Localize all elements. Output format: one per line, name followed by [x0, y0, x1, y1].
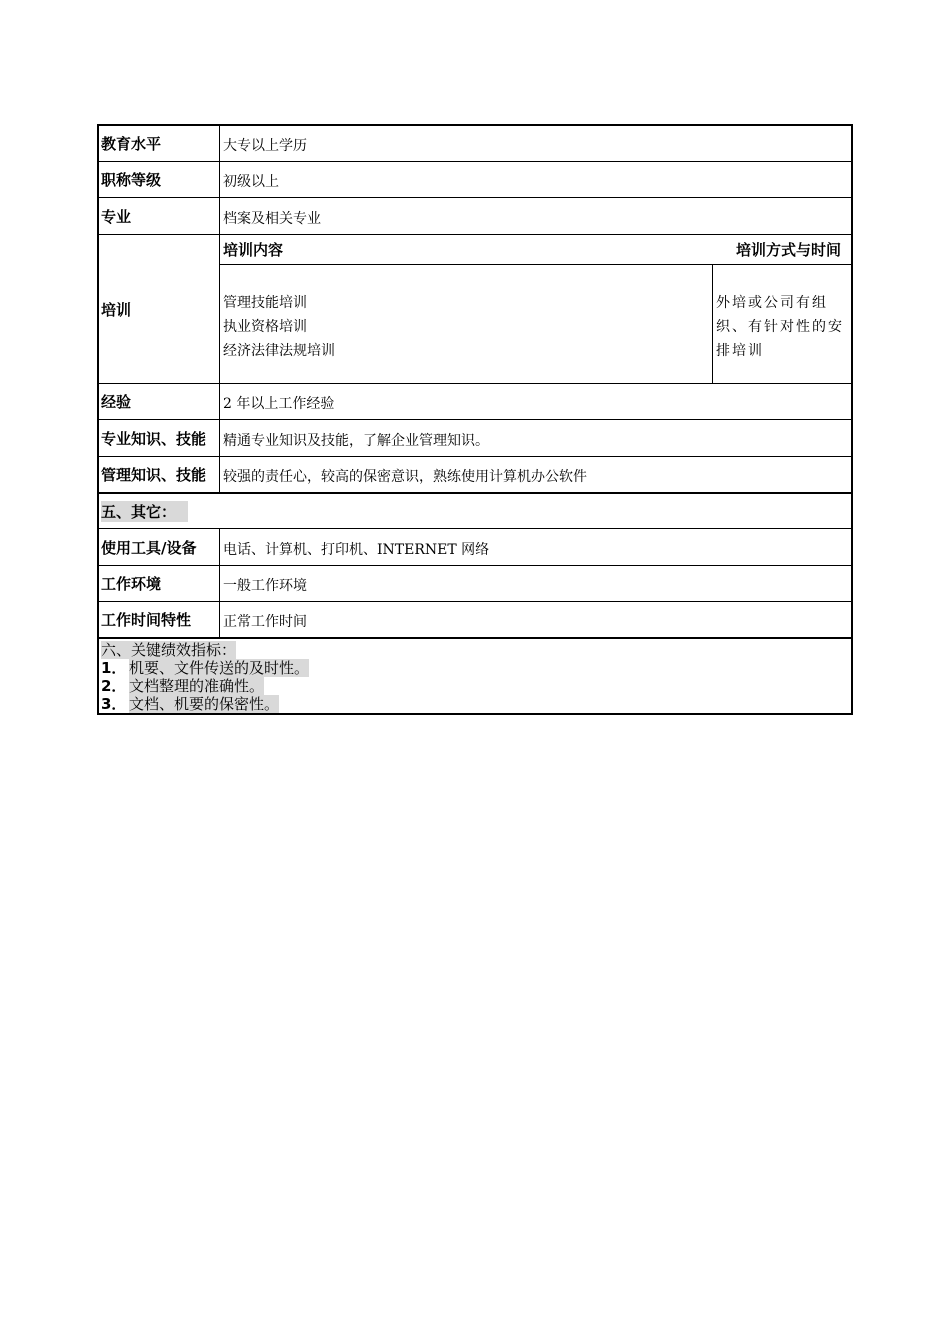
- training-method-line: 织、有针对性的安: [716, 319, 844, 335]
- row-tools: [99, 529, 851, 566]
- major-label: 专业: [99, 198, 220, 234]
- management-skills-label: 管理知识、技能: [99, 457, 220, 492]
- row-education: [99, 126, 851, 162]
- title-level-label: 职称等级: [99, 162, 220, 197]
- training-content: [220, 265, 712, 383]
- kpi-item-text: 文档、机要的保密性。: [129, 695, 280, 713]
- training-content-line: 经济法律法规培训: [223, 343, 335, 359]
- kpi-item: [101, 659, 851, 677]
- row-title-level: [99, 162, 851, 198]
- kpi-item-text: 文档整理的准确性。: [129, 677, 265, 695]
- work-time-value: 正常工作时间: [223, 614, 307, 630]
- job-description-table: [97, 124, 853, 715]
- row-major: [99, 198, 851, 235]
- training-body: [220, 265, 851, 383]
- professional-skills-label: 专业知识、技能: [99, 420, 220, 456]
- kpi-title: 六、关键绩效指标：: [101, 641, 237, 659]
- management-skills-value: 较强的责任心，较高的保密意识，熟练使用计算机办公软件: [223, 469, 587, 485]
- training-method-line: 外培或公司有组: [716, 295, 828, 311]
- experience-label: 经验: [99, 384, 220, 419]
- kpi-item-number: 2．: [101, 677, 127, 695]
- professional-skills-value: 精通专业知识及技能，了解企业管理知识。: [223, 433, 489, 449]
- row-training: [99, 235, 851, 384]
- section-five-title: [99, 494, 851, 529]
- training-label: 培训: [99, 235, 220, 383]
- kpi-item-number: 3．: [101, 695, 127, 713]
- tools-value: 电话、计算机、打印机、INTERNET 网络: [223, 542, 490, 558]
- kpi-item-number: 1．: [101, 659, 127, 677]
- training-grid: [220, 235, 851, 383]
- title-level-value: 初级以上: [223, 174, 279, 190]
- row-professional-skills: [99, 420, 851, 457]
- kpi-section: [99, 639, 851, 713]
- training-content-line: 执业资格培训: [223, 319, 307, 335]
- training-method-header: 培训方式与时间: [735, 241, 841, 259]
- row-management-skills: [99, 457, 851, 494]
- kpi-item: [101, 695, 851, 713]
- section-five-title-text: 五、其它：: [101, 501, 188, 522]
- row-experience: [99, 384, 851, 420]
- kpi-item: [101, 677, 851, 695]
- major-value: 档案及相关专业: [223, 211, 321, 227]
- environment-value: 一般工作环境: [223, 578, 307, 594]
- training-content-line: 管理技能培训: [223, 295, 307, 311]
- row-work-time: [99, 602, 851, 639]
- training-method-line: 排培训: [716, 343, 764, 359]
- environment-label: 工作环境: [99, 566, 220, 601]
- experience-value: 2 年以上工作经验: [223, 396, 335, 412]
- row-environment: [99, 566, 851, 602]
- work-time-label: 工作时间特性: [99, 602, 220, 637]
- tools-label: 使用工具/设备: [99, 529, 220, 565]
- kpi-item-text: 机要、文件传送的及时性。: [129, 659, 310, 677]
- education-value: 大专以上学历: [223, 138, 307, 154]
- training-header: [220, 235, 851, 265]
- training-method: [712, 265, 851, 383]
- education-label: 教育水平: [99, 126, 220, 161]
- training-content-header: 培训内容: [223, 241, 284, 259]
